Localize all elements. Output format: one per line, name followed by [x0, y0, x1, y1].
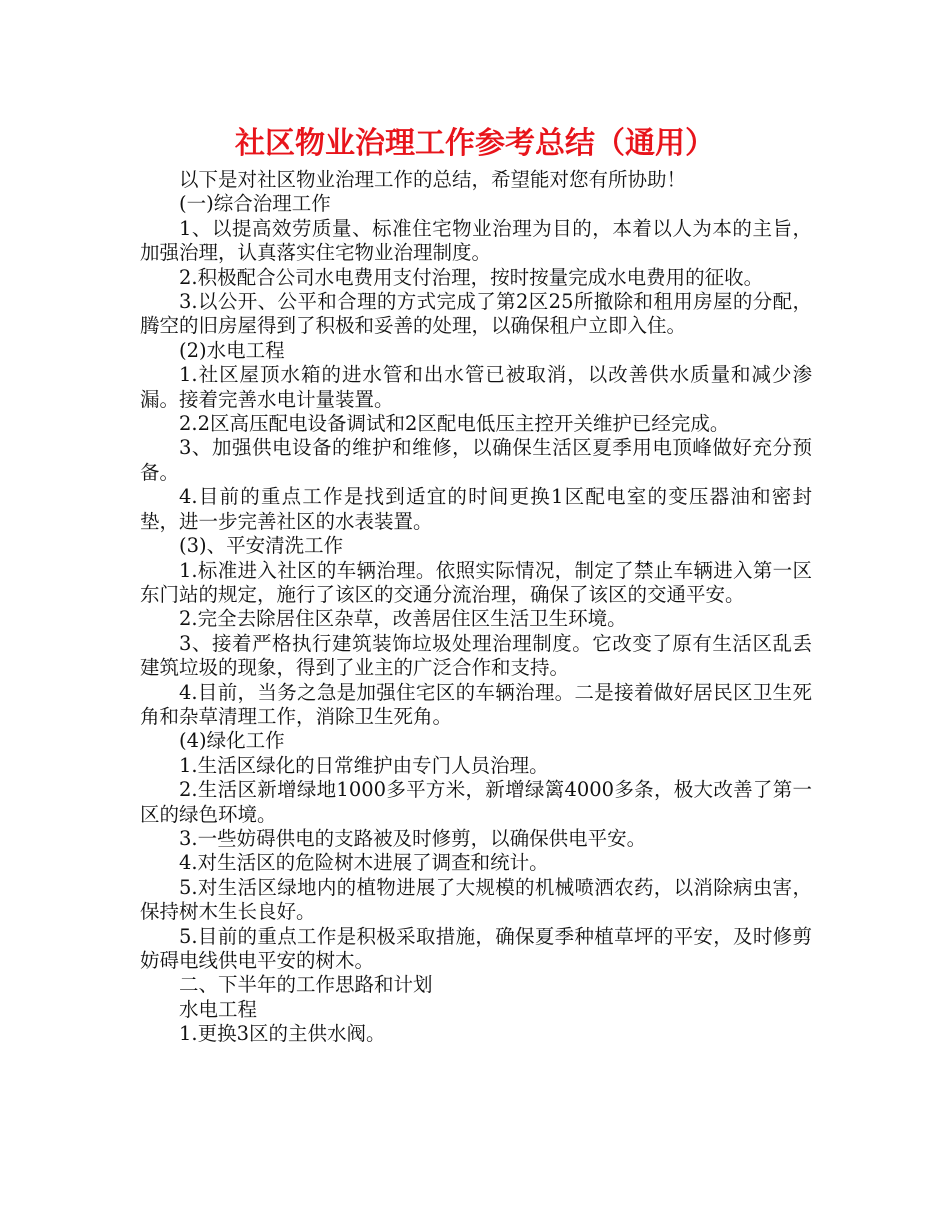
paragraph: 1.生活区绿化的日常维护由专门人员治理。 — [179, 753, 549, 777]
subsection-heading: 水电工程 — [179, 997, 258, 1021]
paragraph: 5.对生活区绿地内的植物进展了大规模的机械喷洒农药，以消除病虫害，保持树木生长良好。 — [140, 875, 812, 924]
section-heading: (一)综合治理工作 — [179, 192, 331, 216]
paragraph: 1.更换3区的主供水阀。 — [179, 1022, 386, 1046]
paragraph: 5.目前的重点工作是积极采取措施，确保夏季种植草坪的平安，及时修剪妨碍电线供电平安的树木。 — [140, 924, 812, 972]
paragraph: 2.2区高压配电设备调试和2区配电低压主控开关维护已经完成。 — [179, 412, 730, 436]
section-heading: 二、下半年的工作思路和计划 — [179, 973, 433, 997]
paragraph: 4.目前的重点工作是找到适宜的时间更换1区配电室的变压器油和密封垫，进一步完善社区的水表装置。 — [140, 485, 812, 533]
document-body — [140, 168, 812, 1047]
paragraph: 2.完全去除居住区杂草，改善居住区生活卫生环境。 — [179, 607, 627, 631]
paragraph: 3、接着严格执行建筑装饰垃圾处理治理制度。它改变了原有生活区乱丢建筑垃圾的现象，得到了业主的广泛合作和支持。 — [140, 631, 812, 680]
section-heading: (2)水电工程 — [179, 338, 285, 362]
paragraph: 3.一些妨碍供电的支路被及时修剪，以确保供电平安。 — [179, 826, 647, 850]
paragraph: 4.对生活区的危险树木进展了调查和统计。 — [179, 851, 549, 875]
paragraph: 1.社区屋顶水箱的进水管和出水管已被取消，以改善供水质量和减少渗漏。接着完善水电计量装置。 — [140, 363, 812, 411]
document-title: 社区物业治理工作参考总结（通用） — [235, 126, 715, 161]
section-heading: (3)、平安清洗工作 — [179, 534, 344, 558]
paragraph: 2.生活区新增绿地1000多平方米，新增绿篱4000多条，极大改善了第一区的绿色环境。 — [140, 778, 812, 826]
paragraph: 4.目前，当务之急是加强住宅区的车辆治理。二是接着做好居民区卫生死角和杂草清理工作，消除卫生死角。 — [140, 680, 812, 728]
paragraph: 2.积极配合公司水电费用支付治理，按时按量完成水电费用的征收。 — [179, 265, 764, 289]
paragraph: 3、加强供电设备的维护和维修，以确保生活区夏季用电顶峰做好充分预备。 — [140, 436, 812, 484]
paragraph: 3.以公开、公平和合理的方式完成了第2区25所撤除和租用房屋的分配，腾空的旧房屋得到了积极和妥善的处理，以确保租户立即入住。 — [140, 290, 812, 338]
section-heading: (4)绿化工作 — [179, 729, 285, 753]
paragraph: 1、以提高效劳质量、标准住宅物业治理为目的，本着以人为本的主旨，加强治理，认真落实住宅物业治理制度。 — [140, 216, 812, 265]
intro-paragraph: 以下是对社区物业治理工作的总结，希望能对您有所协助！ — [179, 168, 687, 191]
paragraph: 1.标准进入社区的车辆治理。依照实际情况，制定了禁止车辆进入第一区东门站的规定，施行了该区的交通分流治理，确保了该区的交通平安。 — [140, 558, 812, 606]
